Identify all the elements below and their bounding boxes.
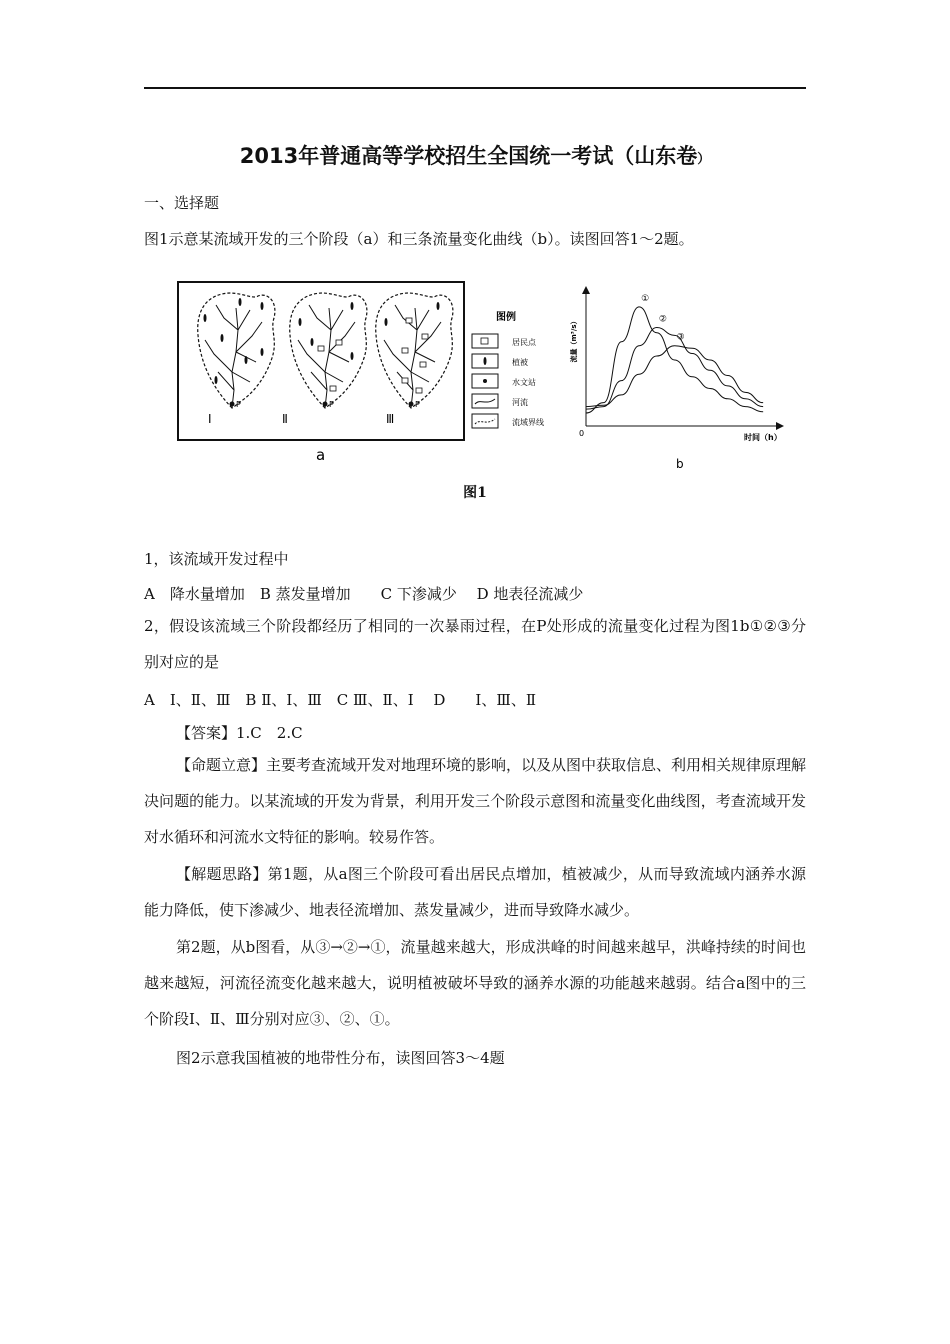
flow-curve-label-3: ③ bbox=[676, 332, 685, 343]
legend bbox=[472, 310, 544, 428]
intro-text: 图1示意某流域开发的三个阶段（a）和三条流量变化曲线（b）。读图回答1～2题。 bbox=[144, 230, 694, 248]
vegetation-icon bbox=[245, 356, 248, 364]
river-2 bbox=[298, 305, 355, 408]
vegetation-icon bbox=[204, 314, 207, 322]
vegetation-icon bbox=[261, 302, 264, 310]
chart-origin: 0 bbox=[579, 429, 585, 438]
flow-curve-2 bbox=[586, 328, 763, 410]
vegetation-icon bbox=[351, 302, 354, 310]
river-3 bbox=[384, 305, 441, 408]
hydrologic-station-icon bbox=[230, 402, 235, 407]
q2-stem: 2，假设该流域三个阶段都经历了相同的一次暴雨过程，在P处形成的流量变化过程为图1b①②③分别对应的是 bbox=[144, 617, 806, 671]
point-label-1: P bbox=[236, 400, 241, 409]
legend-label-station: 水文站 bbox=[512, 378, 536, 387]
figure-caption: 图1 bbox=[463, 485, 487, 501]
river-icon bbox=[475, 399, 495, 404]
river-1 bbox=[205, 305, 262, 408]
section-heading: 一、选择题 bbox=[144, 194, 220, 212]
vegetation-icon bbox=[261, 348, 264, 356]
next-question-intro: 图2示意我国植被的地带性分布，读图回答3～4题 bbox=[176, 1049, 505, 1067]
settlement-icon bbox=[402, 348, 408, 353]
q1-options: A 降水量增加 B 蒸发量增加 C 下渗减少 D 地表径流减少 bbox=[144, 585, 584, 603]
chart-xlabel: 时间（h） bbox=[744, 433, 782, 442]
y-axis-arrow bbox=[582, 286, 590, 294]
vegetation-icon bbox=[221, 334, 224, 342]
answer: 【答案】1.C 2.C bbox=[176, 724, 303, 742]
panel-b-label: b bbox=[676, 457, 684, 471]
point-label-2: P bbox=[329, 400, 334, 409]
settlement-icon bbox=[336, 340, 342, 345]
legend-label-settlement: 居民点 bbox=[512, 338, 536, 347]
stage-label-2: Ⅱ bbox=[282, 412, 288, 426]
vegetation-icon bbox=[311, 338, 314, 346]
thinking-paragraph-2: 第2题，从b图看，从③→②→①，流量越来越大，形成洪峰的时间越来越早，洪峰持续的时间也越来越短，河流径流变化越来越大，说明植被破坏导致的涵养水源的功能越来越弱。结合a图中的三个阶段Ⅰ、Ⅱ、Ⅲ分别对应③、②、①。 bbox=[144, 938, 806, 1028]
point-label-3: P bbox=[415, 400, 420, 409]
basin-boundary-2 bbox=[290, 293, 367, 408]
basin-stage-3 bbox=[376, 293, 453, 426]
hydrologic-station-icon bbox=[409, 402, 414, 407]
hydrologic-station-icon bbox=[323, 402, 328, 407]
vegetation-icon bbox=[385, 318, 388, 326]
page-title bbox=[0, 140, 950, 170]
header-rule bbox=[144, 87, 806, 89]
chart-ylabel: 流量（m³/s） bbox=[570, 317, 578, 363]
vegetation-icon bbox=[215, 376, 218, 384]
legend-label-boundary: 流域界线 bbox=[512, 418, 544, 427]
vegetation-icon bbox=[484, 357, 487, 365]
flow-curve-label-2: ② bbox=[658, 314, 667, 325]
vegetation-icon bbox=[437, 302, 440, 310]
stage-label-3: Ⅲ bbox=[386, 412, 395, 426]
settlement-icon bbox=[481, 338, 488, 344]
settlement-icon bbox=[416, 388, 422, 393]
legend-box-boundary bbox=[472, 414, 498, 428]
title-text: 2013年普通高等学校招生全国统一考试（山东卷 bbox=[239, 144, 698, 168]
flow-curve-1 bbox=[586, 307, 763, 413]
vegetation-icon bbox=[351, 352, 354, 360]
flow-chart bbox=[569, 286, 784, 442]
q2-options: A Ⅰ、Ⅱ、Ⅲ B Ⅱ、Ⅰ、Ⅲ C Ⅲ、Ⅱ、Ⅰ D Ⅰ、Ⅲ、Ⅱ bbox=[144, 691, 537, 709]
settlement-icon bbox=[406, 318, 412, 323]
basin-boundary-3 bbox=[376, 293, 453, 408]
thinking-paragraph-1: 【解题思路】第1题，从a图三个阶段可看出居民点增加，植被减少，从而导致流域内涵养水源能力降低，使下渗减少、地表径流增加、蒸发量减少，进而导致降水减少。 bbox=[144, 865, 806, 919]
basin-stage-1 bbox=[198, 293, 275, 426]
legend-label-vegetation: 植被 bbox=[512, 358, 528, 367]
intent-paragraph: 【命题立意】主要考查流域开发对地理环境的影响，以及从图中获取信息、利用相关规律原理解决问题的能力。以某流域的开发为背景，利用开发三个阶段示意图和流量变化曲线图，考查流域开发对水循环和河流水文特征的影响。较易作答。 bbox=[144, 756, 807, 846]
settlement-icon bbox=[420, 362, 426, 367]
panel-a-label: a bbox=[316, 446, 326, 464]
settlement-icon bbox=[422, 334, 428, 339]
title-tail: ） bbox=[697, 152, 711, 167]
q1-stem: 1，该流域开发过程中 bbox=[144, 550, 289, 568]
flow-curve-label-1: ① bbox=[641, 293, 650, 304]
basin-stage-2 bbox=[282, 293, 367, 426]
hydrologic-station-icon bbox=[483, 379, 487, 383]
settlement-icon bbox=[318, 346, 324, 351]
boundary-icon bbox=[475, 419, 495, 424]
x-axis-arrow bbox=[776, 422, 784, 430]
legend-label-river: 河流 bbox=[512, 398, 528, 407]
legend-box-river bbox=[472, 394, 498, 408]
vegetation-icon bbox=[239, 298, 242, 306]
legend-title: 图例 bbox=[496, 312, 516, 323]
vegetation-icon bbox=[299, 318, 302, 326]
stage-label-1: Ⅰ bbox=[208, 412, 212, 426]
settlement-icon bbox=[402, 378, 408, 383]
flow-curve-3 bbox=[586, 346, 763, 407]
settlement-icon bbox=[330, 386, 336, 391]
figure-1 bbox=[0, 270, 950, 480]
